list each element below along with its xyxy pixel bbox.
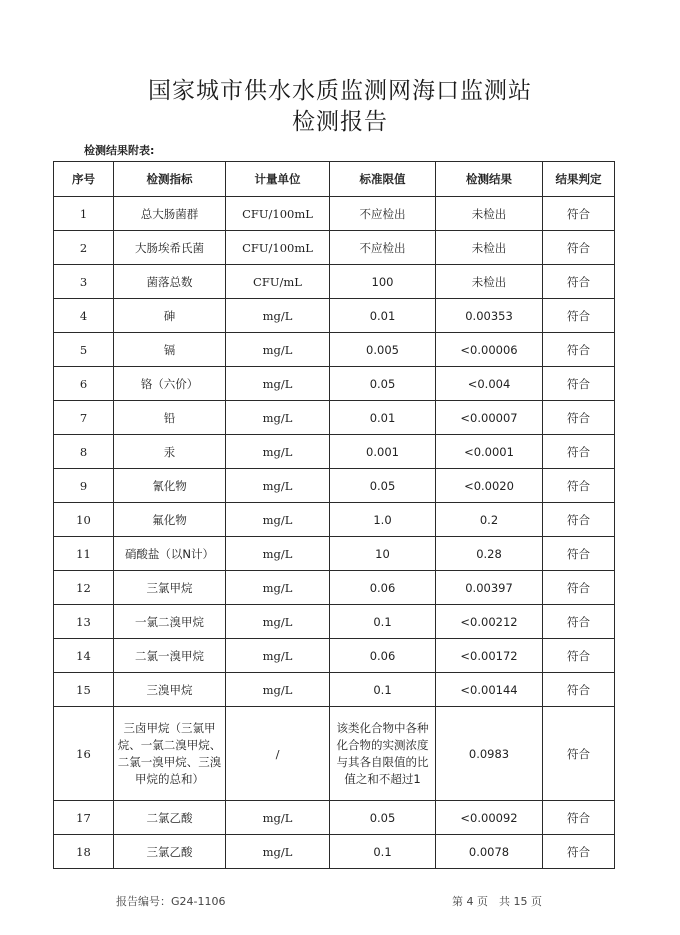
- cell-judgment: 符合: [543, 503, 615, 537]
- cell-indicator: 大肠埃希氏菌: [114, 231, 226, 265]
- cell-indicator: 铅: [114, 401, 226, 435]
- cell-judgment: 符合: [543, 469, 615, 503]
- table-row: [54, 801, 615, 835]
- cell-indicator: 三氯乙酸: [114, 835, 226, 869]
- header-cell-limit: 标准限值: [330, 162, 436, 197]
- report-title-line1: 国家城市供水水质监测网海口监测站: [148, 78, 532, 104]
- cell-index: 8: [54, 435, 114, 469]
- cell-index: 12: [54, 571, 114, 605]
- cell-index: 14: [54, 639, 114, 673]
- cell-judgment: 符合: [543, 435, 615, 469]
- cell-indicator: 总大肠菌群: [114, 197, 226, 231]
- table-row: [54, 367, 615, 401]
- cell-judgment: 符合: [543, 639, 615, 673]
- cell-unit: mg/L: [226, 299, 330, 333]
- cell-unit: mg/L: [226, 469, 330, 503]
- cell-judgment: 符合: [543, 801, 615, 835]
- cell-judgment: 符合: [543, 835, 615, 869]
- cell-result: 0.28: [436, 537, 543, 571]
- cell-index: 5: [54, 333, 114, 367]
- cell-index: 1: [54, 197, 114, 231]
- cell-result: 未检出: [436, 231, 543, 265]
- cell-result: <0.00092: [436, 801, 543, 835]
- cell-unit: mg/L: [226, 435, 330, 469]
- page-indicator: 第 4 页 共 15 页: [452, 895, 542, 908]
- results-table: [53, 161, 615, 869]
- header-cell-indicator: 检测指标: [114, 162, 226, 197]
- cell-result: <0.00172: [436, 639, 543, 673]
- cell-index: 11: [54, 537, 114, 571]
- cell-judgment: 符合: [543, 299, 615, 333]
- cell-index: 15: [54, 673, 114, 707]
- cell-unit: mg/L: [226, 367, 330, 401]
- cell-unit: CFU/mL: [226, 265, 330, 299]
- cell-judgment: 符合: [543, 265, 615, 299]
- cell-indicator: 三氯甲烷: [114, 571, 226, 605]
- table-caption: 检测结果附表:: [84, 144, 155, 157]
- cell-judgment: 符合: [543, 367, 615, 401]
- cell-limit: 0.05: [330, 469, 436, 503]
- cell-judgment: 符合: [543, 537, 615, 571]
- cell-index: 7: [54, 401, 114, 435]
- cell-index: 2: [54, 231, 114, 265]
- cell-unit: CFU/100mL: [226, 231, 330, 265]
- table-row: [54, 197, 615, 231]
- cell-result: 未检出: [436, 265, 543, 299]
- cell-indicator: 三溴甲烷: [114, 673, 226, 707]
- header-cell-index: 序号: [54, 162, 114, 197]
- cell-index: 10: [54, 503, 114, 537]
- cell-limit: 0.001: [330, 435, 436, 469]
- cell-indicator: 氰化物: [114, 469, 226, 503]
- cell-limit: 0.06: [330, 639, 436, 673]
- cell-limit: 0.1: [330, 605, 436, 639]
- cell-result: 0.00353: [436, 299, 543, 333]
- cell-result: 0.0078: [436, 835, 543, 869]
- cell-index: 17: [54, 801, 114, 835]
- cell-limit: 0.05: [330, 367, 436, 401]
- cell-result: <0.00144: [436, 673, 543, 707]
- cell-limit: 10: [330, 537, 436, 571]
- cell-judgment: 符合: [543, 333, 615, 367]
- table-row: [54, 299, 615, 333]
- cell-index: 9: [54, 469, 114, 503]
- table-row: [54, 537, 615, 571]
- cell-unit: mg/L: [226, 639, 330, 673]
- cell-indicator: 二氯一溴甲烷: [114, 639, 226, 673]
- cell-indicator: 一氯二溴甲烷: [114, 605, 226, 639]
- cell-index: 3: [54, 265, 114, 299]
- table-row: [54, 835, 615, 869]
- cell-judgment: 符合: [543, 401, 615, 435]
- cell-index: 13: [54, 605, 114, 639]
- cell-limit: 0.1: [330, 673, 436, 707]
- table-row: [54, 571, 615, 605]
- cell-indicator: 三卤甲烷（三氯甲烷、一氯二溴甲烷、二氯一溴甲烷、三溴甲烷的总和）: [114, 707, 226, 801]
- cell-judgment: 符合: [543, 707, 615, 801]
- cell-indicator: 硝酸盐（以N计）: [114, 537, 226, 571]
- cell-limit: 0.05: [330, 801, 436, 835]
- table-row: [54, 231, 615, 265]
- cell-result: <0.0020: [436, 469, 543, 503]
- cell-result: <0.00007: [436, 401, 543, 435]
- cell-indicator: 镉: [114, 333, 226, 367]
- cell-index: 16: [54, 707, 114, 801]
- cell-result: 0.0983: [436, 707, 543, 801]
- cell-limit: 0.005: [330, 333, 436, 367]
- table-row: [54, 265, 615, 299]
- table-row: [54, 469, 615, 503]
- cell-indicator: 砷: [114, 299, 226, 333]
- cell-unit: /: [226, 707, 330, 801]
- cell-unit: mg/L: [226, 571, 330, 605]
- cell-result: 0.00397: [436, 571, 543, 605]
- table-row: [54, 639, 615, 673]
- cell-limit: 0.01: [330, 299, 436, 333]
- cell-unit: mg/L: [226, 673, 330, 707]
- cell-limit: 0.01: [330, 401, 436, 435]
- cell-judgment: 符合: [543, 197, 615, 231]
- cell-limit: 不应检出: [330, 197, 436, 231]
- cell-result: 0.2: [436, 503, 543, 537]
- cell-unit: mg/L: [226, 605, 330, 639]
- cell-judgment: 符合: [543, 231, 615, 265]
- table-row: [54, 333, 615, 367]
- cell-limit: 1.0: [330, 503, 436, 537]
- table-row: [54, 605, 615, 639]
- report-number: 报告编号：G24-1106: [116, 895, 226, 908]
- cell-index: 18: [54, 835, 114, 869]
- cell-indicator: 汞: [114, 435, 226, 469]
- table-header-row: [54, 162, 615, 197]
- cell-index: 6: [54, 367, 114, 401]
- cell-unit: mg/L: [226, 401, 330, 435]
- header-cell-judgment: 结果判定: [543, 162, 615, 197]
- cell-result: <0.00212: [436, 605, 543, 639]
- report-title-line2: 检测报告: [292, 109, 388, 135]
- cell-unit: mg/L: [226, 835, 330, 869]
- cell-indicator: 氟化物: [114, 503, 226, 537]
- cell-indicator: 菌落总数: [114, 265, 226, 299]
- cell-unit: mg/L: [226, 801, 330, 835]
- cell-limit: 0.1: [330, 835, 436, 869]
- cell-limit: 100: [330, 265, 436, 299]
- cell-limit: 不应检出: [330, 231, 436, 265]
- cell-index: 4: [54, 299, 114, 333]
- cell-judgment: 符合: [543, 605, 615, 639]
- table-row: [54, 673, 615, 707]
- cell-result: <0.0001: [436, 435, 543, 469]
- table-row: [54, 435, 615, 469]
- table-row: [54, 503, 615, 537]
- cell-result: <0.004: [436, 367, 543, 401]
- cell-result: 未检出: [436, 197, 543, 231]
- table-row: [54, 401, 615, 435]
- cell-unit: mg/L: [226, 503, 330, 537]
- cell-indicator: 铬（六价）: [114, 367, 226, 401]
- cell-limit: 该类化合物中各种化合物的实测浓度与其各自限值的比值之和不超过1: [330, 707, 436, 801]
- cell-limit: 0.06: [330, 571, 436, 605]
- cell-judgment: 符合: [543, 673, 615, 707]
- table-row: [54, 707, 615, 801]
- cell-judgment: 符合: [543, 571, 615, 605]
- header-cell-unit: 计量单位: [226, 162, 330, 197]
- cell-unit: mg/L: [226, 333, 330, 367]
- cell-unit: CFU/100mL: [226, 197, 330, 231]
- cell-unit: mg/L: [226, 537, 330, 571]
- header-cell-result: 检测结果: [436, 162, 543, 197]
- cell-result: <0.00006: [436, 333, 543, 367]
- cell-indicator: 二氯乙酸: [114, 801, 226, 835]
